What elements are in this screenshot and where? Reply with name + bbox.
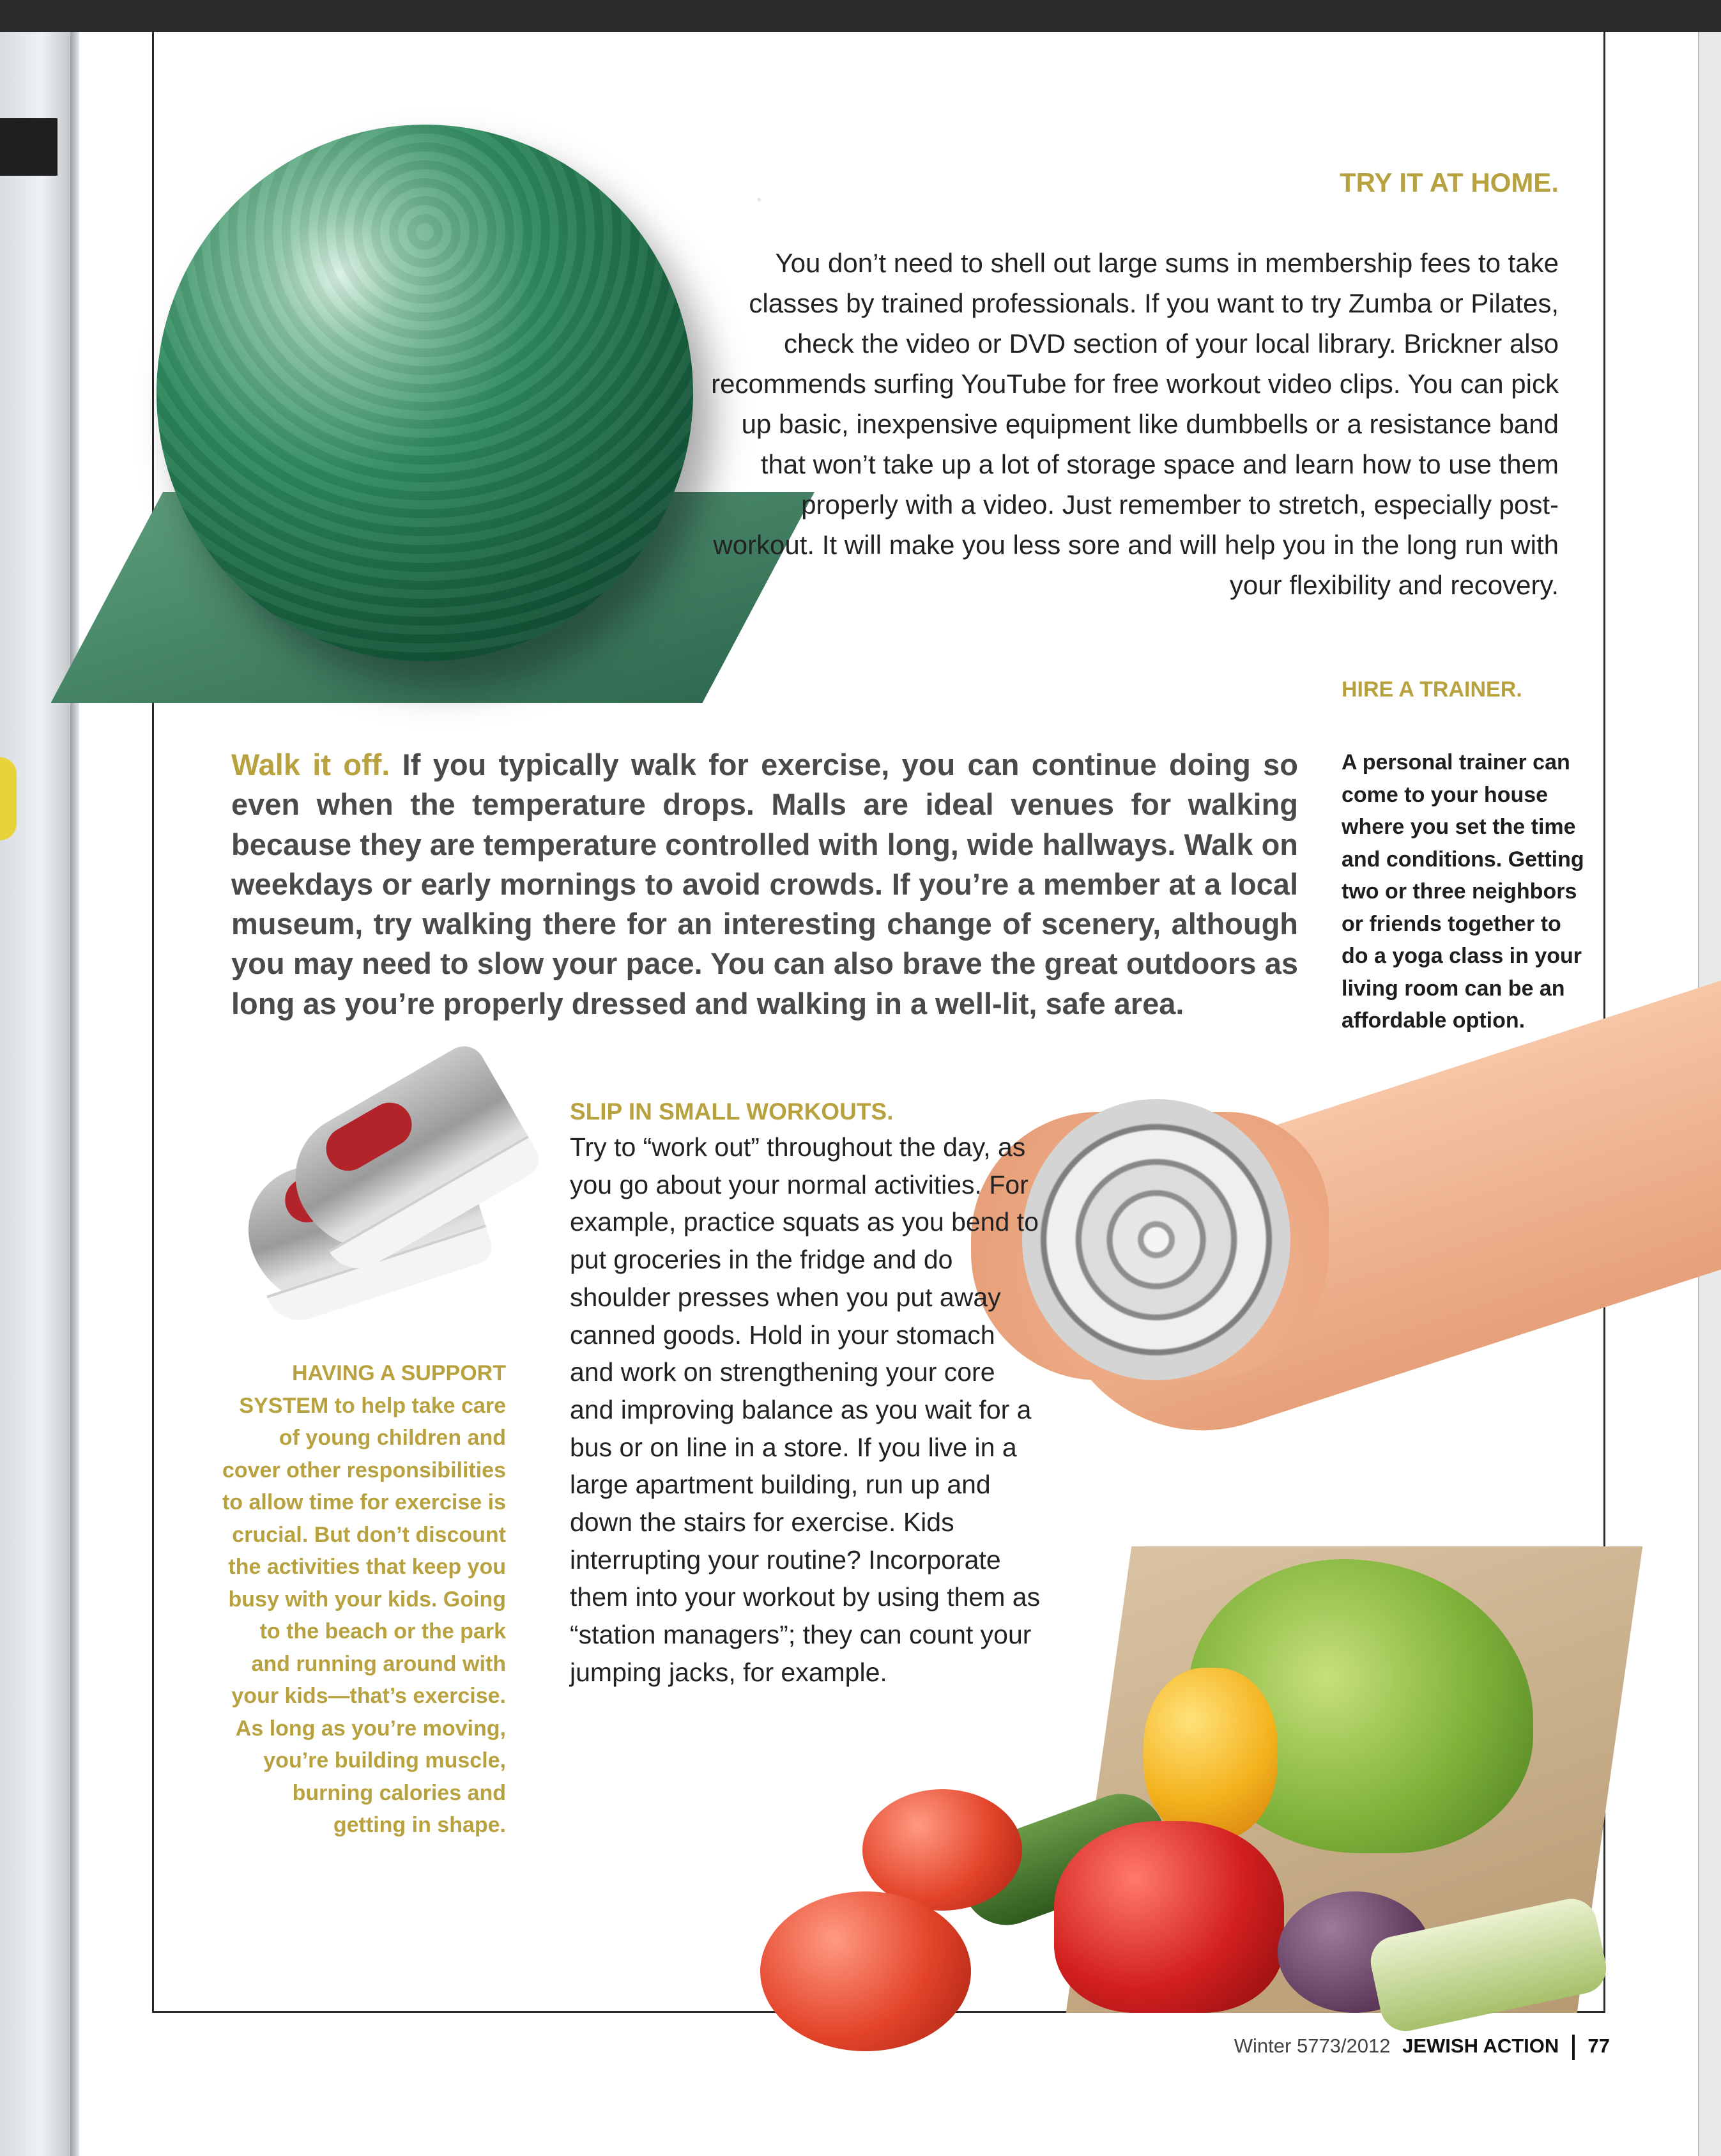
previous-page-edge <box>0 32 70 2156</box>
sneakers-image <box>224 1054 543 1323</box>
yellow-pepper <box>1144 1668 1278 1840</box>
slip-in-small-workouts-title: SLIP IN SMALL WORKOUTS. <box>570 1098 894 1125</box>
tin-can <box>1022 1099 1290 1380</box>
hire-a-trainer-body: A personal trainer can come to your house where you set the time and conditions. Getting two or three neighbors or friends together to do a yoga class in your living room can be an affordable option. <box>1342 750 1584 1033</box>
support-system-body: SYSTEM to help take care of young children and cover other responsibilities to allow time for exercise is crucial. But don’t discount the activities that keep you busy with your kids. Going to the beach or the park and running around with your kids—that’s exercise. As long as you’re moving, you’re building muscle, burning calories and getting in shape. <box>222 1393 506 1837</box>
hire-a-trainer-title: HIRE A TRAINER. <box>1342 677 1522 702</box>
page-number: 77 <box>1587 2035 1610 2057</box>
previous-page-badge <box>0 757 17 840</box>
previous-page-tab <box>0 118 57 176</box>
red-pepper <box>1054 1821 1284 2013</box>
magazine-name: JEWISH ACTION <box>1402 2035 1559 2057</box>
page-footer <box>1227 2030 1610 2062</box>
scan-top-edge <box>0 0 1721 32</box>
issue-date: Winter 5773/2012 <box>1234 2035 1391 2057</box>
sneaker-red-trim <box>318 1095 420 1179</box>
support-system-paragraph <box>217 1357 506 1842</box>
support-system-lead: HAVING A SUPPORT <box>292 1361 506 1385</box>
binding-gutter <box>70 32 79 2156</box>
show-through-text: · <box>754 181 765 217</box>
try-it-at-home-body: You don’t need to shell out large sums in membership fees to take classes by trained professionals. If you want to try Zumba or Pilates, check the video or DVD section of your local library. Brickner also recommends surfing YouTube for free workout video clips. You can pick up basic, inexpensive equipment like dumbbells or a resistance band that won’t take up a lot of storage space and learn how to use them properly with a video. Just remember to stretch, especially post-workout. It will make you less sore and will help you in the long run with your flexibility and recovery. <box>711 248 1559 600</box>
exercise-ball <box>157 125 693 661</box>
walk-it-off-body: If you typically walk for exercise, you can continue doing so even when the temperature drops. Malls are ideal venues for walking because they are temperature controlled with long, wide hallways. Walk on weekdays or early mornings to avoid crowds. If you’re a member at a local museum, try walking there for an interesting change of scenery, although you may need to slow your pace. You can also brave the great outdoors as long as you’re properly dressed and walking in a well-lit, safe area. <box>231 748 1298 1020</box>
try-it-at-home-title: TRY IT AT HOME. <box>1340 167 1559 197</box>
walk-it-off-paragraph <box>231 745 1298 1024</box>
tomato <box>760 1891 971 2051</box>
slip-in-small-workouts-body: Try to “work out” throughout the day, as you go about your normal activities. For example, practice squats as you bend to put groceries in the fridge and do shoulder presses when you put away canned goods. Hold in your stomach and work on strengthening your core and improving balance as you wait for a bus or on line in a store. If you live in a large apartment building, run up and down the stairs for exercise. Kids interrupting your routine? Incorporate them into your workout by using them as “station managers”; they can count your jumping jacks, for example. <box>570 1132 1041 1687</box>
walk-it-off-lead: Walk it off. <box>231 748 390 782</box>
footer-divider <box>1572 2035 1575 2060</box>
